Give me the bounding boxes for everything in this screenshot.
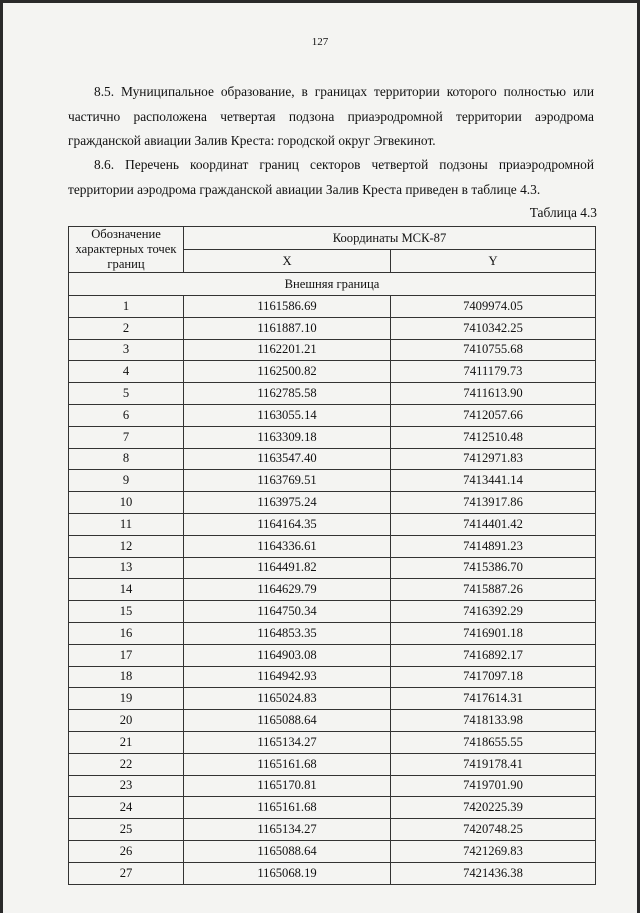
y-coordinate-cell: 7418655.55 [391,731,596,753]
x-coordinate-cell: 1162500.82 [184,361,391,383]
point-number-cell: 6 [69,404,184,426]
table-row [69,819,596,841]
table-row [69,753,596,775]
y-coordinate-cell: 7414891.23 [391,535,596,557]
x-coordinate-cell: 1164629.79 [184,579,391,601]
point-number-cell: 26 [69,840,184,862]
x-coordinate-cell: 1165088.64 [184,710,391,732]
y-coordinate-cell: 7416901.18 [391,622,596,644]
table-row [69,840,596,862]
table-row [69,622,596,644]
y-coordinate-cell: 7411179.73 [391,361,596,383]
point-number-cell: 16 [69,622,184,644]
point-number-cell: 23 [69,775,184,797]
table-row [69,731,596,753]
point-number-cell: 24 [69,797,184,819]
table-row [69,644,596,666]
table-row [69,601,596,623]
table-row [69,557,596,579]
y-coordinate-cell: 7415887.26 [391,579,596,601]
table-row [69,492,596,514]
table-row [69,317,596,339]
paragraph-8-5-text: 8.5. Муниципальное образование, в границах территории которого полностью или частично расположена четвертая подзона приаэродромной территории аэродрома гражданской авиации Залив Креста: городской округ Эгвекинот. [68,84,594,148]
table-row [69,448,596,470]
point-number-cell: 21 [69,731,184,753]
y-coordinate-cell: 7421436.38 [391,862,596,884]
table-row [69,383,596,405]
point-number-cell: 15 [69,601,184,623]
point-number-cell: 17 [69,644,184,666]
x-coordinate-cell: 1163769.51 [184,470,391,492]
x-coordinate-cell: 1164491.82 [184,557,391,579]
y-coordinate-cell: 7410342.25 [391,317,596,339]
table-row [69,535,596,557]
y-coordinate-cell: 7417614.31 [391,688,596,710]
x-coordinate-cell: 1161586.69 [184,296,391,318]
y-coordinate-cell: 7416892.17 [391,644,596,666]
point-number-cell: 9 [69,470,184,492]
y-column-header: Y [391,250,596,273]
point-number-cell: 12 [69,535,184,557]
coordinates-table [68,226,596,885]
y-coordinate-cell: 7421269.83 [391,840,596,862]
table-row [69,339,596,361]
table-row [69,296,596,318]
table-row [69,404,596,426]
x-column-header: X [184,250,391,273]
x-coordinate-cell: 1164853.35 [184,622,391,644]
y-coordinate-cell: 7413917.86 [391,492,596,514]
point-number-cell: 20 [69,710,184,732]
table-row [69,710,596,732]
x-coordinate-cell: 1163975.24 [184,492,391,514]
section-title: Внешняя граница [69,273,596,296]
x-coordinate-cell: 1165134.27 [184,819,391,841]
x-coordinate-cell: 1164336.61 [184,535,391,557]
point-number-cell: 19 [69,688,184,710]
point-number-cell: 8 [69,448,184,470]
x-coordinate-cell: 1164164.35 [184,513,391,535]
page-number: 127 [311,36,329,48]
scan-edge-top [0,0,640,3]
paragraph-8-5 [68,80,594,154]
x-coordinate-cell: 1164903.08 [184,644,391,666]
paragraph-8-6-text: 8.6. Перечень координат границ секторов четвертой подзоны приаэродромной территории аэродрома гражданской авиации Залив Креста приведен в таблице 4.3. [68,157,594,197]
y-coordinate-cell: 7413441.14 [391,470,596,492]
table-row [69,513,596,535]
x-coordinate-cell: 1164750.34 [184,601,391,623]
table-row [69,797,596,819]
point-number-cell: 22 [69,753,184,775]
y-coordinate-cell: 7412510.48 [391,426,596,448]
point-number-cell: 13 [69,557,184,579]
y-coordinate-cell: 7414401.42 [391,513,596,535]
y-coordinate-cell: 7412971.83 [391,448,596,470]
point-number-cell: 5 [69,383,184,405]
x-coordinate-cell: 1165024.83 [184,688,391,710]
y-coordinate-cell: 7416392.29 [391,601,596,623]
point-number-cell: 10 [69,492,184,514]
point-number-cell: 27 [69,862,184,884]
y-coordinate-cell: 7419701.90 [391,775,596,797]
x-coordinate-cell: 1162785.58 [184,383,391,405]
x-coordinate-cell: 1165134.27 [184,731,391,753]
x-coordinate-cell: 1163055.14 [184,404,391,426]
table-body [69,296,596,885]
y-coordinate-cell: 7410755.68 [391,339,596,361]
table-row [69,775,596,797]
x-coordinate-cell: 1165161.68 [184,797,391,819]
point-number-cell: 3 [69,339,184,361]
table-caption: Таблица 4.3 [529,205,597,220]
point-number-cell: 2 [69,317,184,339]
table-row [69,688,596,710]
table-row [69,862,596,884]
y-coordinate-cell: 7412057.66 [391,404,596,426]
x-coordinate-cell: 1164942.93 [184,666,391,688]
y-coordinate-cell: 7409974.05 [391,296,596,318]
y-coordinate-cell: 7419178.41 [391,753,596,775]
x-coordinate-cell: 1165088.64 [184,840,391,862]
x-coordinate-cell: 1163309.18 [184,426,391,448]
coords-system-header: Координаты МСК-87 [184,227,596,250]
paragraph-8-6 [68,153,594,202]
x-coordinate-cell: 1163547.40 [184,448,391,470]
table-row [69,666,596,688]
y-coordinate-cell: 7411613.90 [391,383,596,405]
point-number-cell: 4 [69,361,184,383]
y-coordinate-cell: 7420748.25 [391,819,596,841]
x-coordinate-cell: 1162201.21 [184,339,391,361]
x-coordinate-cell: 1165170.81 [184,775,391,797]
table-row [69,426,596,448]
table-row [69,470,596,492]
point-number-cell: 1 [69,296,184,318]
point-number-cell: 25 [69,819,184,841]
table-row [69,579,596,601]
points-column-header: Обозначение характерных точек границ [69,227,184,273]
point-number-cell: 18 [69,666,184,688]
y-coordinate-cell: 7420225.39 [391,797,596,819]
scan-edge-left [0,0,3,913]
y-coordinate-cell: 7415386.70 [391,557,596,579]
x-coordinate-cell: 1165068.19 [184,862,391,884]
x-coordinate-cell: 1161887.10 [184,317,391,339]
x-coordinate-cell: 1165161.68 [184,753,391,775]
point-number-cell: 14 [69,579,184,601]
y-coordinate-cell: 7417097.18 [391,666,596,688]
table-row [69,361,596,383]
point-number-cell: 7 [69,426,184,448]
point-number-cell: 11 [69,513,184,535]
y-coordinate-cell: 7418133.98 [391,710,596,732]
